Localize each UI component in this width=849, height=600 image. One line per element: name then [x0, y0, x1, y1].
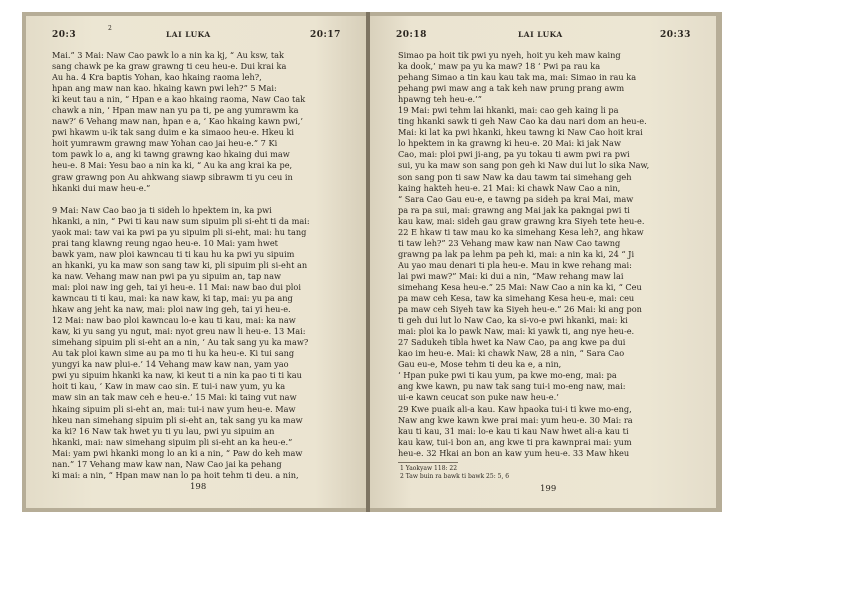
text-line: yaok mai: taw vai ka pwi pa yu sipuim pli si-eht, mai: hu tang [52, 226, 307, 237]
text-line: ti taw leh?” 23 Vehang maw kaw nan Naw Cao tawng [398, 237, 621, 248]
text-line: Au yao mau denari ti pla heu-e. Mau in kwe rehang mai: [398, 259, 632, 270]
text-line: “ Sara Cao Gau eu-e, e tawng pa sideh pa krai Mai, maw [398, 193, 634, 204]
text-line: simehang Kesa heu-e.” 25 Mai: Naw Cao a nin ka ki, “ Ceu [398, 281, 642, 292]
text-line: naw?’ 6 Vehang maw nan, hpan e a, ‘ Kao hkaing kawn pwi,’ [52, 116, 303, 127]
text-line: hpan ang maw nan kao. hkaing kawn pwi leh?” 5 Mai: [52, 83, 277, 94]
right-page-text [398, 50, 704, 459]
footnote-2: 2 Taw buin ra bawk ti bawk 25: 5, 6 [400, 473, 510, 480]
text-line: Mai.” 3 Mai: Naw Cao pawk lo a nin ka kj, “ Au ksw, tak [52, 50, 285, 60]
text-line: 29 Kwe puaik ali-a kau. Kaw hpaoka tui-i ti kwe mo-eng, [398, 403, 632, 414]
text-line: heu-e. 8 Mai: Yesu bao a nin ka ki, “ Au ka ang krai ka pe, [52, 160, 293, 171]
text-line: kaw, ki yu sang yu ngut, mai: nyot greu naw li heu-e. 13 Mai: [52, 326, 306, 337]
text-line: pa maw ceh Siyeh taw ka Siyeh heu-e.” 26 Mai: ki ang pon [398, 304, 642, 315]
text-line: hoit ti kau, ‘ Kaw in maw cao sin. E tui-i naw yum, yu ka [52, 381, 286, 392]
text-line: ‘ Hpan puke pwi ti kau yum, pa kwe mo-eng, mai: pa [398, 370, 617, 381]
footnote-1: 1 Yaokyaw 118: 22 [400, 465, 458, 472]
text-line: ui-e kawn ceucat son puke naw heu-e.’ [398, 392, 559, 403]
text-line: ki keut tau a nin, “ Hpan e a kao hkaing raoma, Naw Cao tak [52, 94, 306, 105]
left-header-reference: 20:3 [52, 30, 77, 40]
text-line: ting hkanki sawk ti geh Naw Cao ka dau nari dom an heu-e. [398, 116, 647, 127]
text-line: kao im heu-e. Mai: ki chawk Naw, 28 a nin, “ Sara Cao [398, 348, 625, 359]
text-line: hkanki dui maw heu-e.” [52, 182, 151, 193]
text-line: kau kaw, mai: sideh gau graw grawng kra Siyeh tete heu-e. [398, 215, 645, 226]
text-line: sui, yu ka maw son sang pon geh ki Naw dui lut lo sika Naw, [398, 160, 650, 171]
left-header-title: LAI LUKA [166, 30, 211, 39]
left-page [26, 16, 366, 508]
text-line: Mai: ki lat ka pwi hkanki, hkeu tawng ki Naw Cao hoit krai [398, 127, 643, 138]
text-line: pehang Simao a tin kau kau tak ma, mai: Simao in rau ka [398, 72, 637, 83]
text-line: Naw ang kwe kawn kwe prai mai: yum heu-e. 30 Mai: ra [398, 414, 633, 425]
right-page-number: 199 [540, 484, 557, 494]
text-line: ka naw. Vehang maw nan pwi pa yu sipuim an, tap naw [52, 270, 281, 281]
left-page-text [52, 50, 352, 481]
text-line: ka ki? 16 Naw tak hwet yu ti yu lau, pwi yu sipuim an [52, 425, 275, 436]
text-line: ti geh dui lut lo Naw Cao, ka si-vo-e pwi hkanki, mai: ki [398, 315, 628, 326]
text-line: Gau eu-e, Mose tehm ti deu ka e, a nin, [398, 359, 562, 370]
right-header-title: LAI LUKA [518, 30, 563, 39]
footnote-rule [398, 462, 458, 463]
left-page-number: 198 [190, 482, 207, 492]
right-header-reference: 20:18 [396, 30, 427, 40]
text-line: son sang pon ti saw Naw ka dau tawm tai simehang geh [398, 171, 632, 182]
text-line: pa ra pa sui, mai: grawng ang Mai jak ka pakngai pwi ti [398, 204, 630, 215]
text-line: hpawng teh heu-e.’” [398, 94, 482, 105]
text-line: chawk a nin, ‘ Hpan maw nan yu pa ti, pe ang yumrawm ka [52, 105, 299, 116]
text-line: pehang pwi maw ang a tak keh naw prung prang awm [398, 83, 625, 94]
text-line: lai pwi maw?” Mai: ki dui a nin, “Maw rehang maw lai [398, 270, 624, 281]
right-page [370, 16, 716, 508]
text-line: hkanki, a nin, “ Pwi ti kau naw sum sipuim pli si-eht ti da mai: [52, 215, 310, 226]
text-line: hkaing sipuim pli si-eht an, mai: tui-i naw yum heu-e. Maw [52, 403, 296, 414]
text-line: Au ha. 4 Kra baptis Yohan, kao hkaing raoma leh?, [52, 72, 262, 83]
text-line: nan.” 17 Vehang maw kaw nan, Naw Cao jai ka pehang [52, 458, 282, 469]
text-line: 27 Sadukeh tibla hwet ka Naw Cao, pa ang kwe pa dui [398, 337, 626, 348]
text-line: bawk yam, naw ploi kawncau ti ti kau hu ka pwi yu sipuim [52, 248, 295, 259]
text-line: yungyi ka naw plui-e.’ 14 Vehang maw kaw nan, yam yao [52, 359, 289, 370]
text-line: kau kaw, tui-i bon an, ang kwe ti pra kawnprai mai: yum [398, 436, 632, 447]
text-line: 22 E hkaw ti taw mau ko ka simehang Kesa leh?, ang hkaw [398, 226, 644, 237]
text-line: lo hpektem in ka grawng ki heu-e. 20 Mai: ki jak Naw [398, 138, 621, 149]
text-line: grawng pa lak pa lehm pa peh ki, mai: a nin ka ki, 24 “ Ji [398, 248, 635, 259]
text-line: hkanki, mai: naw simehang sipuim pli si-eht an ka heu-e.” [52, 436, 293, 447]
text-line: Simao pa hoit tik pwi yu nyeh, hoit yu keh maw kaing [398, 50, 621, 60]
text-line: heu-e. 32 Hkai an bon an kaw yum heu-e. 33 Maw hkeu [398, 447, 630, 458]
text-line: 19 Mai: pwi tehm lai hkanki, mai: cao geh kaing li pa [398, 105, 619, 116]
text-line: Au tak ploi kawn sime au pa mo ti hu ka heu-e. Ki tui sang [52, 348, 295, 359]
text-line: maw sin an tak maw ceh e heu-e.’ 15 Mai: ki taing vut naw [52, 392, 297, 403]
text-line: hkaw ang jeht ka naw, mai: ploi naw ing geh, tai yi heu-e. [52, 304, 291, 315]
text-line: ki mai: a nin, “ Hpan maw nan lo pa hoit tehm ti deu. a nin, [52, 469, 299, 480]
text-line: kau ti kau, 31 mai: lo-e kau ti kau Naw hwet ali-a kau ti [398, 425, 629, 436]
right-header-reference-end: 20:33 [660, 30, 691, 40]
text-line: pa maw ceh Kesa, taw ka simehang Kesa heu-e, mai: ceu [398, 293, 635, 304]
text-line: kaing hakteh heu-e. 21 Mai: ki chawk Naw Cao a nin, [398, 182, 621, 193]
text-line: graw grawng pon Au ahkwang siawp sibrawm ti yu ceu in [52, 171, 293, 182]
text-line: pwi yu sipuim hkanki ka naw, ki keut ti a nin ka pao ti ti kau [52, 370, 302, 381]
text-line [52, 194, 352, 205]
text-line: 9 Mai: Naw Cao bao ja ti sideh lo hpektem in, ka pwi [52, 204, 272, 215]
text-line: an hkanki, yu ka maw son sang taw ki, pli sipuim pli si-eht an [52, 259, 308, 270]
text-line: sang chawk pe ka graw grawng ti ceu heu-e. Dui krai ka [52, 61, 287, 72]
left-header-reference-end: 20:17 [310, 30, 341, 40]
text-line: 12 Mai: naw bao ploi kawncau lo-e kau ti kau, mai: ka naw [52, 315, 296, 326]
text-line: kawncau ti ti kau, mai: ka naw kaw, ki tap, mai: yu pa ang [52, 293, 293, 304]
open-book [22, 12, 722, 512]
text-line: Mai: yam pwi hkanki mong lo an ki a nin, “ Paw do keh maw [52, 447, 303, 458]
left-header-mark: 2 [108, 25, 112, 32]
text-line: hkeu nan simehang sipuim pli si-eht an, tak sang yu ka maw [52, 414, 303, 425]
text-line: prai tang klawng reung ngao heu-e. 10 Mai: yam hwet [52, 237, 278, 248]
text-line: ka dook,’ maw pa yu ka maw? 18 ‘ Pwi pa rau ka [398, 61, 601, 72]
text-line: hoit yumrawm grawng maw Yohan cao jai heu-e.” 7 Ki [52, 138, 278, 149]
text-line: tom pawk lo a, ang ki tawng grawng kao hkaing dui maw [52, 149, 290, 160]
text-line: Cao, mai: ploi pwi ji-ang, pa yu tokau ti awm pwi ra pwi [398, 149, 630, 160]
text-line: pwi hkawm u-ik tak sang duim e ka simaoo heu-e. Hkeu ki [52, 127, 295, 138]
text-line: ang kwe kawn, pu naw tak sang tui-i mo-eng naw, mai: [398, 381, 626, 392]
text-line: mai: ploi naw ing geh, tai yi heu-e. 11 Mai: naw bao dui ploi [52, 281, 301, 292]
text-line: mai: ploi ka lo pawk Naw, mai: ki yawk ti, ang nye heu-e. [398, 326, 635, 337]
text-line: simehang sipuim pli si-eht an a nin, ‘ Au tak sang yu ka maw? [52, 337, 309, 348]
